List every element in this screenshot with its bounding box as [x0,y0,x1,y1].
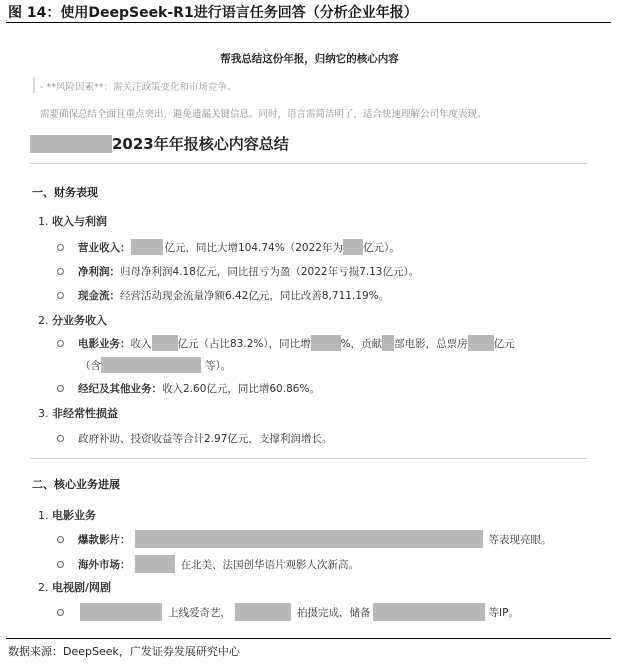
bullet-icon [57,561,64,568]
list-item-film-business-cont [80,357,231,373]
item-label: 电影业务： [78,337,131,350]
redacted-value [131,239,163,255]
item-text: 亿元 [493,337,515,350]
section-business-title: 二、核心业务进展 [32,478,120,491]
redacted-ip-titles [373,603,485,621]
item-text: （含 [80,359,101,372]
bullet-icon [57,244,64,251]
summary-title: 2023年年报核心内容总结 [112,135,289,153]
list-item-film-business [57,335,515,351]
item-text: 政府补助、投资收益等合计2.97亿元，支撑利润增长。 [78,433,333,445]
bullet-icon [57,609,64,616]
redacted-value [152,335,178,351]
item-text: 亿元（占比83.2%），同比增 [177,337,311,350]
redacted-value [101,357,201,373]
item-label: 现金流： [78,290,120,302]
item-text: 在北美、法国创华语片观影人次新高。 [180,558,359,571]
item-text: 部电影，总票房 [394,337,468,350]
subsection-number: 2. [38,581,49,594]
subsection-non-recurring [38,405,118,421]
section-divider [30,458,587,459]
item-text: 经营活动现金流量净额6.42亿元，同比改善8,711.19%。 [120,290,390,302]
item-text: 等IP。 [488,606,519,619]
redacted-film-titles [135,530,483,548]
subsection-tv-series [38,579,111,595]
redacted-series-title [80,603,162,621]
list-item-net-profit [57,264,419,279]
subsection-title: 收入与利润 [52,215,107,228]
redacted-series-title [235,603,291,621]
item-text: 亿元，同比大增104.74%（2022年为 [164,241,343,254]
item-label: 爆款影片： [78,533,131,546]
subsection-number: 2. [38,314,49,327]
bullet-icon [57,435,64,442]
subsection-title: 电视剧/网剧 [52,581,112,594]
bullet-icon [57,536,64,543]
item-text: 收入2.60亿元，同比增60.86%。 [162,383,320,395]
subsection-title: 非经常性损益 [52,407,118,420]
list-item-subsidy [57,431,332,446]
subsection-title: 电影业务 [52,509,96,522]
subsection-number: 1. [38,509,49,522]
summary-heading [30,133,289,154]
figure-title: 图 14：使用DeepSeek-R1进行语言任务回答（分析企业年报） [8,5,418,21]
redacted-value [343,239,363,255]
item-label: 净利润： [78,266,120,278]
list-item-brokerage [57,381,320,396]
list-item-cash-flow [57,288,389,303]
redacted-film-title [135,555,175,573]
user-question: 帮我总结这份年报，归纳它的核心内容 [220,53,399,65]
item-label: 海外市场： [78,558,131,571]
heading-divider [30,163,587,164]
item-text: 拍摄完成，储备 [297,606,371,619]
title-divider [6,22,611,23]
subsection-revenue-profit [38,213,107,229]
item-label: 经纪及其他业务： [78,383,162,395]
item-text: %，贡献 [340,337,383,350]
bullet-icon [57,340,64,347]
item-text: 等）。 [205,359,232,372]
item-text: 归母净利润4.18亿元，同比扭亏为盈（2022年亏损7.13亿元）。 [120,266,420,278]
item-text: 收入 [130,337,152,350]
subsection-business-revenue [38,312,107,328]
subsection-number: 1. [38,215,49,228]
bullet-icon [57,385,64,392]
redacted-value [382,335,394,351]
bullet-icon [57,268,64,275]
redacted-value [468,335,494,351]
subsection-title: 分业务收入 [52,314,107,327]
item-text: 亿元）。 [362,241,400,254]
bullet-icon [57,292,64,299]
subsection-number: 3. [38,407,49,420]
redacted-company-name [30,135,112,153]
thinking-text-2: 需要确保总结全面且重点突出，避免遗漏关键信息。同时，语言需简洁明了，适合快速理解公司年度表现。 [40,109,487,120]
item-label: 营业收入： [78,241,131,254]
item-text: 上线爱奇艺， [168,606,231,619]
list-item-hit-films [57,530,552,548]
list-item-tv-projects [57,603,519,621]
section-financial-title: 一、财务表现 [32,186,98,199]
thinking-quote-bar [33,77,35,93]
item-text: 等表现亮眼。 [488,533,552,546]
redacted-value [311,335,341,351]
list-item-overseas [57,555,359,573]
list-item-revenue [57,239,400,255]
figure-source: 数据来源：DeepSeek，广发证券发展研究中心 [8,645,240,658]
subsection-film [38,507,96,523]
footer-divider [6,638,611,639]
thinking-text-1: - **风险因素**：需关注政策变化和市场竞争。 [40,82,237,93]
